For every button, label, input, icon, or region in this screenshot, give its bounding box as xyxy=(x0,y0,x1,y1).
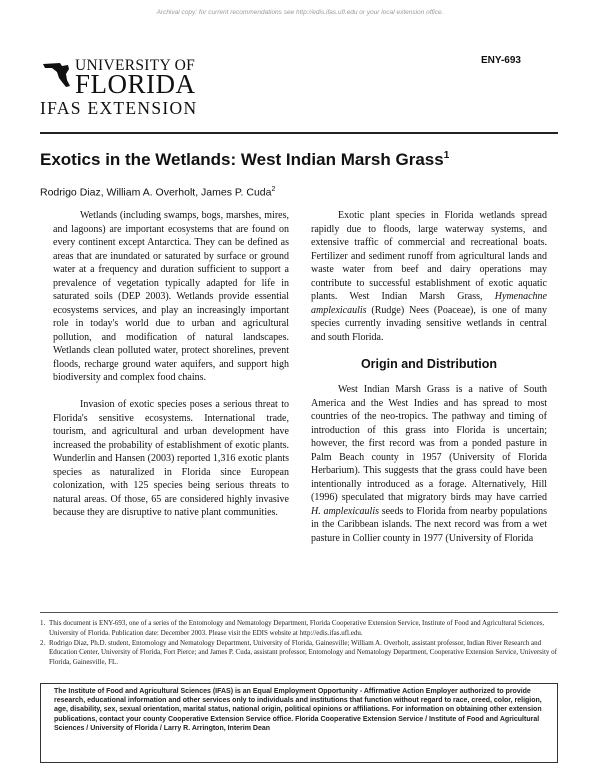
paragraph-invasion: Invasion of exotic species poses a serious threat to Florida's sensitive ecosystems. International trade, tourism, and agricultural and urban development have increased the probability of establishment of exotic plants. Wunderlin and Hansen (2003) reported 1,316 exotic plants species as naturalized in Florida since European colonization, with 125 species being serious threats to natural areas. Of those, 65 are considered highly invasive because they are disruptive to native plant communities. xyxy=(53,399,289,518)
authors-text: Rodrigo Diaz, William A. Overholt, James P. Cuda xyxy=(40,186,272,199)
text-span: (Rudge) Nees (Poaceae), is one of many species currently invading sensitive wetlands in central and south Florida. xyxy=(311,304,547,343)
paragraph-origin xyxy=(311,383,547,545)
text-span: seeds to Florida from nearby populations in the Caribbean islands. The next record was from a wet pasture in Collier county in 1977 (University of Florida xyxy=(311,505,548,544)
archival-note: Archival copy: for current recommendations see http://edis.ifas.ufl.edu or your local extension office. xyxy=(156,9,444,16)
footnote-1 xyxy=(40,619,558,639)
page-title-text: Exotics in the Wetlands: West Indian Marsh Grass xyxy=(40,150,444,169)
header-rule xyxy=(40,132,558,134)
text-span: Exotic plant species in Florida wetlands spread rapidly due to floods, large waterway systems, and extensive traffic of commercial and recreational boats. Fertilizer and sediment runoff from agricultural lands and waste water from beef and dairy operations may contribute to successful establishment of exotic aquatic plants. West Indian Marsh Grass, xyxy=(311,210,547,302)
footnotes xyxy=(40,619,558,668)
footnote-rule xyxy=(40,612,558,613)
footnote-number: 2. xyxy=(40,638,46,647)
florida-map-icon xyxy=(42,60,72,88)
paragraph-wetlands: Wetlands (including swamps, bogs, marshes, mires, and lagoons) are important ecosystems that are found on every continent except Antarctica. They can be defined as areas that are inundated or saturated by surface or ground water at a frequency and duration sufficient to support a prevalence of vegetation typically adapted for life in saturated soils (DEP 2003). Wetlands provide essential ecosystems services, and play an increasingly important role in today's world due to urban and agricultural pollution, and modification of natural landscapes. Wetlands clean polluted water, protect shorelines, prevent floods, recharge ground water aquifers, and support high biodiversity and complex food chains. xyxy=(53,210,289,383)
paragraph-exotic-plants xyxy=(311,209,547,344)
authors xyxy=(40,186,275,199)
species-name: Hymenachne amplexicaulis xyxy=(311,291,547,316)
footnote-number: 1. xyxy=(40,619,46,627)
column-right xyxy=(311,209,547,559)
section-heading-origin: Origin and Distribution xyxy=(360,356,498,371)
species-name: H. amplexicaulis xyxy=(311,505,379,517)
footnote-2 xyxy=(40,639,558,668)
title-footnote-mark: 1 xyxy=(443,150,450,161)
footnote-text: Rodrigo Diaz, Ph.D. student, Entomology and Nematology Department, University of Florida, Gainesville; William A. Overholt, assistant professor, Indian River Research and Education Center, University of Florida, Fort Pierce; and James P. Cuda, assistant professor, Entomology and Nematology Department, Cooperative Extension Service, University of Florida, Gainesville, FL. xyxy=(49,638,558,667)
footnote-text: This document is ENY-693, one of a series of the Entomology and Nematology Department, Florida Cooperative Extension Service, Institute of Food and Agricultural Sciences, University of Florida. Publication date: December 2003. Please visit the EDIS website at http://edis.ifas.ufl.edu. xyxy=(49,619,545,637)
authors-footnote-mark: 2 xyxy=(271,186,276,193)
page-title xyxy=(40,150,449,170)
logo-line-ifas-extension: IFAS EXTENSION xyxy=(40,98,198,118)
logo-line-university: UNIVERSITY OF xyxy=(75,57,196,74)
column-left xyxy=(53,209,289,533)
uf-ifas-logo xyxy=(40,56,215,120)
text-span: West Indian Marsh Grass is a native of South America and the West Indies and has spread to most countries of the neo-tropics. The pathway and timing of introduction of this grass into Florida is uncertain; however, the first record was from a ponded pasture in Palm Beach county in 1957 (University of Florida Herbarium). This suggests that the grass could have been intentionally introduced as a forage. Alternatively, Hill (1996) speculated that migratory birds may have carried xyxy=(311,384,547,503)
eeo-disclaimer-box: The Institute of Food and Agricultural Sciences (IFAS) is an Equal Employment Opportunity - Affirmative Action Employer authorized to provide research, educational information and other services only to individuals and institutions that function without regard to race, creed, color, religion, age, disability, sex, sexual orientation, marital status, national origin, political opinions or affiliations. For information on obtaining other extension publications, contact your county Cooperative Extension Service office. Florida Cooperative Extension Service / Institute of Food and Agricultural Sciences / University of Florida / Larry R. Arrington, Interim Dean xyxy=(40,683,558,763)
document-id: ENY-693 xyxy=(480,55,521,66)
logo-line-florida: FLORIDA xyxy=(75,69,196,99)
